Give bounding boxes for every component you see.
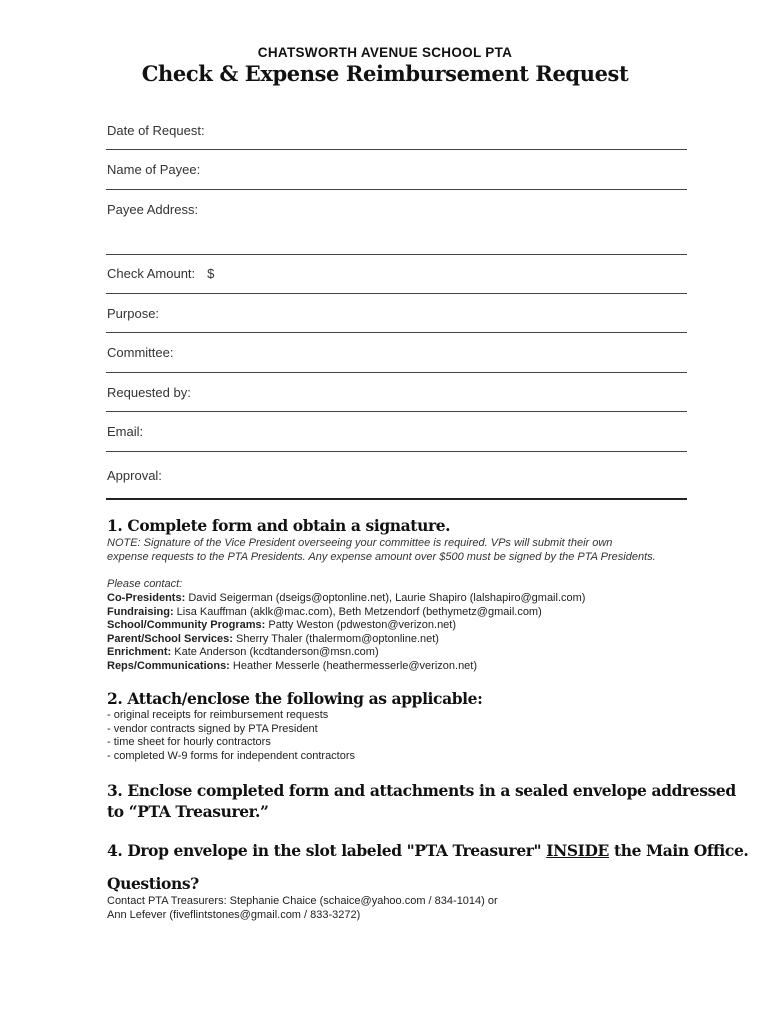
- date-of-request-line[interactable]: [106, 149, 687, 150]
- purpose-label: Purpose:: [107, 306, 160, 321]
- contact-role: Fundraising:: [107, 605, 174, 618]
- committee-label: Committee:: [107, 345, 174, 360]
- payee-address-label: Payee Address:: [107, 202, 199, 217]
- payee-address-line[interactable]: [106, 254, 687, 255]
- contact-row-reps-communications: [107, 660, 585, 674]
- currency-symbol: $: [207, 266, 215, 281]
- contact-role: Parent/School Services:: [107, 632, 233, 645]
- purpose-line[interactable]: [106, 332, 687, 333]
- list-item: - completed W-9 forms for independent contractors: [107, 749, 356, 762]
- questions-line-1: Contact PTA Treasurers: Stephanie Chaice (schaice@yahoo.com / 834-1014) or: [107, 895, 498, 907]
- contact-row-enrichment: [107, 646, 585, 660]
- questions-contact: [107, 895, 498, 922]
- contact-role: School/Community Programs:: [107, 619, 266, 632]
- requested-by-line[interactable]: [106, 411, 687, 412]
- name-of-payee-line[interactable]: [106, 189, 687, 190]
- requested-by-label: Requested by:: [107, 385, 191, 400]
- approval-label: Approval:: [107, 468, 162, 483]
- contact-role: Co-Presidents:: [107, 592, 186, 604]
- contact-list: [107, 592, 585, 674]
- step1-heading: 1. Complete form and obtain a signature.: [107, 516, 451, 535]
- step4-emphasis: INSIDE: [546, 841, 609, 860]
- contact-people: Patty Weston (pdweston@verizon.net): [268, 619, 457, 632]
- contact-people: Lisa Kauffman (aklk@mac.com), Beth Metzendorf (bethymetz@gmail.com): [176, 605, 542, 618]
- step4-text-after: the Main Office.: [608, 841, 749, 860]
- contact-row-co-presidents: [107, 592, 585, 606]
- check-amount-label: [107, 266, 214, 281]
- name-of-payee-label: Name of Payee:: [107, 162, 201, 177]
- step2-heading: 2. Attach/enclose the following as applicable:: [107, 689, 483, 708]
- note-line-1: NOTE: Signature of the Vice President overseeing your committee is required. VPs will submit their own: [107, 537, 613, 549]
- please-contact-label: Please contact:: [107, 578, 183, 590]
- contact-role: Reps/Communications:: [107, 659, 230, 672]
- approval-line[interactable]: [106, 498, 687, 500]
- list-item: - original receipts for reimbursement requests: [107, 709, 329, 721]
- check-amount-line[interactable]: [106, 293, 687, 294]
- note-line-2: expense requests to the PTA Presidents. Any expense amount over $500 must be signed by the PTA Presidents.: [107, 550, 656, 563]
- step4-text-before: 4. Drop envelope in the slot labeled "PTA Treasurer": [107, 841, 547, 860]
- contact-role: Enrichment:: [107, 646, 172, 659]
- email-line[interactable]: [106, 451, 687, 452]
- list-item: - vendor contracts signed by PTA President: [107, 722, 318, 735]
- contact-people: Sherry Thaler (thalermom@optonline.net): [236, 632, 439, 645]
- email-label: Email:: [107, 424, 144, 439]
- contact-row-fundraising: [107, 606, 585, 620]
- questions-line-2: Ann Lefever (fiveflintstones@gmail.com / 833-3272): [107, 908, 361, 921]
- form-title: Check & Expense Reimbursement Request: [141, 61, 629, 86]
- attachment-list: [107, 709, 355, 763]
- organization-name: CHATSWORTH AVENUE SCHOOL PTA: [257, 45, 513, 60]
- list-item: - time sheet for hourly contractors: [107, 736, 271, 749]
- step3-line-1: 3. Enclose completed form and attachments in a sealed envelope addressed: [107, 781, 736, 800]
- committee-line[interactable]: [106, 372, 687, 373]
- questions-heading: Questions?: [107, 874, 199, 893]
- contact-row-parent-services: [107, 633, 585, 647]
- step3-line-2: to “PTA Treasurer.”: [107, 802, 269, 821]
- check-amount-text: Check Amount:: [107, 266, 196, 281]
- contact-people: Heather Messerle (heathermesserle@verizon.net): [232, 659, 478, 672]
- date-of-request-label: Date of Request:: [107, 123, 205, 138]
- step1-note: [107, 537, 656, 564]
- step3-heading: [107, 780, 736, 822]
- step4-heading: [107, 841, 748, 860]
- contact-people: Kate Anderson (kcdtanderson@msn.com): [174, 646, 379, 659]
- contact-people: David Seigerman (dseigs@optonline.net), Laurie Shapiro (lalshapiro@gmail.com): [188, 592, 586, 604]
- contact-row-community-programs: [107, 619, 585, 633]
